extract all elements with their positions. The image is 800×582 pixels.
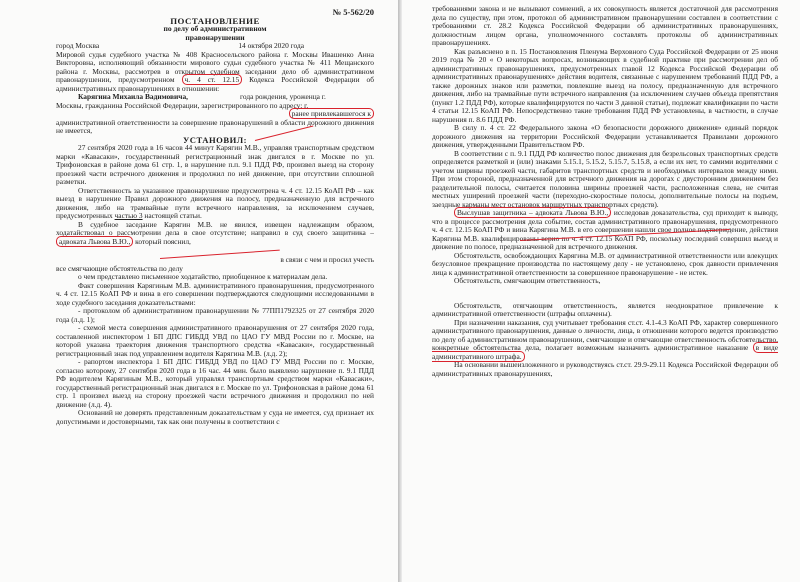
previously-highlight: ранее привлекавшегося к	[289, 108, 374, 119]
no-exemption-paragraph: Обстоятельств, освобождающих Карягина М.В. от административной ответственности или влекущих безусловное прекращение производства по настоящему делу - не установлено, срок давности привлечения лица к административной ответственности за совершенное правонарушение - не истек.	[432, 250, 778, 277]
hearing-text: В судебное заседание Карягин М.В. не явился, извещен надлежащим образом, ходатайствовал о рассмотрении дела в свое отсутствие; направил в суд своего защитника –	[56, 219, 374, 238]
intro-paragraph	[56, 51, 374, 94]
evidence-assessment: Оснований не доверять представленным доказательствам у суда не имеется, суд признает их допустимыми и достоверными, так как они получены в соответствии с	[56, 408, 374, 426]
defender-highlight: адвоката Львова В.Ю.,	[56, 236, 133, 247]
fine-highlight: в виде административного штрафа.	[432, 343, 778, 361]
liability-text-end: настоящей статьи.	[144, 211, 202, 221]
subtitle-line-2: правонарушении	[185, 32, 245, 42]
redacted-space	[432, 286, 778, 302]
mitigating-paragraph: Обстоятельств, смягчающим ответственность,	[454, 276, 601, 285]
conclusion-text: исследовав доказательства, суд приходит к выводу, что в процессе рассмотрения дела событие, состав административного правонарушения, предусмотренного ч. 4 ст. 12.15 КоАП РФ и вина Карягина М.В. в его совершении нашли свое полное подтверждение, действия Карягина М.В. квалифицированы верно по ч. 4 ст. 12.15 КоАП РФ, поскольку последний совершил выезд и движение по полосе, предназначенной для встречного движения.	[432, 208, 778, 251]
evidence-report: - рапортом инспектора 1 БП ДПС ГИБДД УВД по ЦАО ГУ МВД России по г. Москве, согласно которому, 27 сентября 2020 года в 16 час. 44 мин. было выявлено нарушение п. 9.1 ПДД РФ водителем Карягиным М.В., который управлял транспортным средством марки «Кавасаки», государственный регистрационный знак двигался в г. Москве по ул. Трифоновская в районе дома 61 стр. 1 произвел выезд на сторону проезжей части встречного движения и продолжил по ней движение (л.д. 4).	[56, 357, 374, 409]
facts-paragraph: 27 сентября 2020 года в 16 часов 44 минут Карягин М.В., управляя транспортным средством марки «Кавасаки», государственный регистрационный знак двигался в г. Москве по ул. Трифоновская в районе дома 61 стр. 1, в нарушение п.п. 9.1 ПДД РФ, произвел выезд на сторону проезжей части встречного движения и продолжил по ней движение, при отсутствии сплошной разметки.	[56, 143, 374, 187]
basis-paragraph: На основании вышеизложенного и руководствуясь ст.ст. 29.9-29.11 Кодекса Российской Федерации об административных правонарушениях,	[432, 360, 778, 378]
decision-date: 14 октября 2020 года	[238, 41, 304, 51]
left-page-text	[0, 0, 398, 582]
person-birth: года рождения, уроженца г.	[240, 92, 326, 102]
intro-text: Мировой судья судебного участка № 408 Красносельского района г. Москвы Ивашенко Анна Викторовна, исполняющий обязанности мирового судьи судебного участка № 411 Мещанского района г. Москвы, рассмотрев в открытом судебном заседании дело об административном правонарушении, предусмотренном	[56, 49, 374, 85]
conclusion-paragraph	[432, 209, 778, 252]
person-tail: административной ответственности за совершение правонарушений в области дорожного движения не имеется,	[56, 117, 374, 136]
left-page	[0, 0, 398, 582]
intro-text-end: Кодекса Российской Федерации об административных правонарушениях в отношении:	[56, 75, 374, 93]
evidence-intro: Факт совершения Карягиным М.В. административного правонарушения, предусмотренного ч. 4 ст. 12.15 КоАП РФ и вина в его совершении подтверждаются следующими исследованными в ходе судебного заседания доказательствами:	[56, 280, 374, 307]
hearing-paragraph	[56, 221, 374, 247]
plenum-paragraph: Как разъяснено в п. 15 Постановления Пленума Верховного Суда Российской Федерации от 25 июня 2019 года № 20 « О некоторых вопросах, возникающих в судебной практике при рассмотрении дел об административных правонарушениях, предусмотренных главой 12 Кодекса Российской Федерации об административных правонарушениях» действия водителя, связанные с нарушением требований ПДД РФ, а также дорожных знаков или разметки, повлекшие выезд на полосу, предназначенную для встречного движения, либо на трамвайные пути встречного направления (за исключением случаев объезда препятствия (пункт 1.2 ПДД РФ), которые квалифицируются по части 3 данной статьи), подлежат квалификации по части 4 статьи 12.15 КоАП РФ. Непосредственно такие требования ПДД РФ установлены, в частности, в случае нарушения п. 8.6 ПДД РФ.	[432, 46, 778, 124]
aggravating-paragraph: Обстоятельств, отягчающим ответственность, является неоднократное привлечение к административной ответственности (штрафы оплачены).	[432, 300, 778, 318]
section-heading: УСТАНОВИЛ:	[182, 134, 248, 145]
liability-paragraph	[56, 187, 374, 221]
right-page	[402, 0, 800, 582]
motion-line: о чем представлено письменное ходатайство, приобщенное к материалам дела.	[78, 272, 328, 282]
mitigating-line: все смягчающие обстоятельства по делу	[56, 263, 183, 273]
liability-text: Ответственность за указанное правонарушение предусмотрена ч. 4 ст. 12.15 КоАП РФ – как выезд в нарушение Правил дорожного движения на полосу, предназначенную для встречного движения, либо на трамвайные пути встречного направления, за исключением случаев, предусмотренных	[56, 185, 374, 221]
penalty-text: При назначении наказания, суд учитывает требования ст.ст. 4.1-4.3 КоАП РФ, характер совершенного административного правонарушения, данные о личности, лица, в отношении которого ведется производство по делу об административном правонарушении, смягчающие и отягчающие ответственность обстоятельство, конкретные обстоятельства дела, полагает возможным назначить административное наказание	[432, 317, 778, 352]
right-page-text	[402, 0, 800, 582]
penalty-paragraph	[432, 319, 778, 362]
hearing-text-end: который пояснил,	[135, 236, 191, 246]
document-subtitle	[56, 25, 374, 42]
request-line: в связи с чем и просил учесть	[280, 255, 374, 265]
defender-statement-highlight: Выслушав защитника – адвоката Львова В.Ю.,	[454, 207, 611, 218]
subtitle-line-1: по делу об административном	[163, 24, 267, 33]
part-3-link[interactable]: частью 3	[114, 211, 143, 221]
law-paragraph: В силу п. 4 ст. 22 Федерального закона «О безопасности дорожного движения» единый порядок дорожного движения на территории Российской Федерации устанавливается Правилами дорожного движения, утвержденными Правительством РФ.	[432, 123, 778, 149]
person-name: Карягина Михаила Вадимовича,	[78, 92, 188, 102]
case-number: № 5-562/20	[332, 7, 374, 17]
evidence-scheme: - схемой места совершения административного правонарушения от 27 сентября 2020 года, составленной инспектором 1 БП ДПС ГИБДД УВД по ЦАО ГУ МВД России по г. Москве, на которой указана траектория движения транспортного средства «Кавасаки», государственный регистрационный знак под управлением водителя Карягина М.В. (л.д. 2);	[56, 323, 374, 358]
article-highlight: ч. 4 ст. 12.15	[182, 74, 243, 85]
city: город Москва	[56, 41, 100, 51]
rules-paragraph: В соответствии с п. 9.1 ПДД РФ количество полос движения для безрельсовых транспортных средств определяется разметкой и (или) знаками 5.15.1, 5.15.2, 5.15.7, 5.15.8, а если их нет, то самими водителями с учетом ширины проезжей части, габаритов транспортных средств и необходимых интервалов между ними. При этом стороной, предназначенной для встречного движения на дорогах с двусторонним движением без разделительной полосы, считается половина ширины проезжей части, расположенная слева, не считая местных уширений проезжей части (переходно-скоростные полосы, дополнительные полосы на подъем, заездные карманы мест остановок маршрутных транспортных средств).	[432, 148, 778, 209]
document-title: ПОСТАНОВЛЕНИЕ	[170, 15, 260, 26]
evidence-continuation: требованиями закона и не вызывают сомнений, а их совокупность является достаточной для рассмотрения дела по существу, при этом, протокол об административном правонарушении составлен в соответствии с требованиями ст. 28.2 Кодекса Российской Федерации об административных правонарушениях, должностным лицом органа, уполномоченного составлять протоколы об административных правонарушениях.	[432, 4, 778, 47]
evidence-protocol: - протоколом об административном правонарушении № 77ПП1792325 от 27 сентября 2020 года (л.д. 1);	[56, 306, 374, 324]
person-address: Москвы, гражданина Российской Федерации, зарегистрированного по адресу: г.	[56, 100, 309, 110]
